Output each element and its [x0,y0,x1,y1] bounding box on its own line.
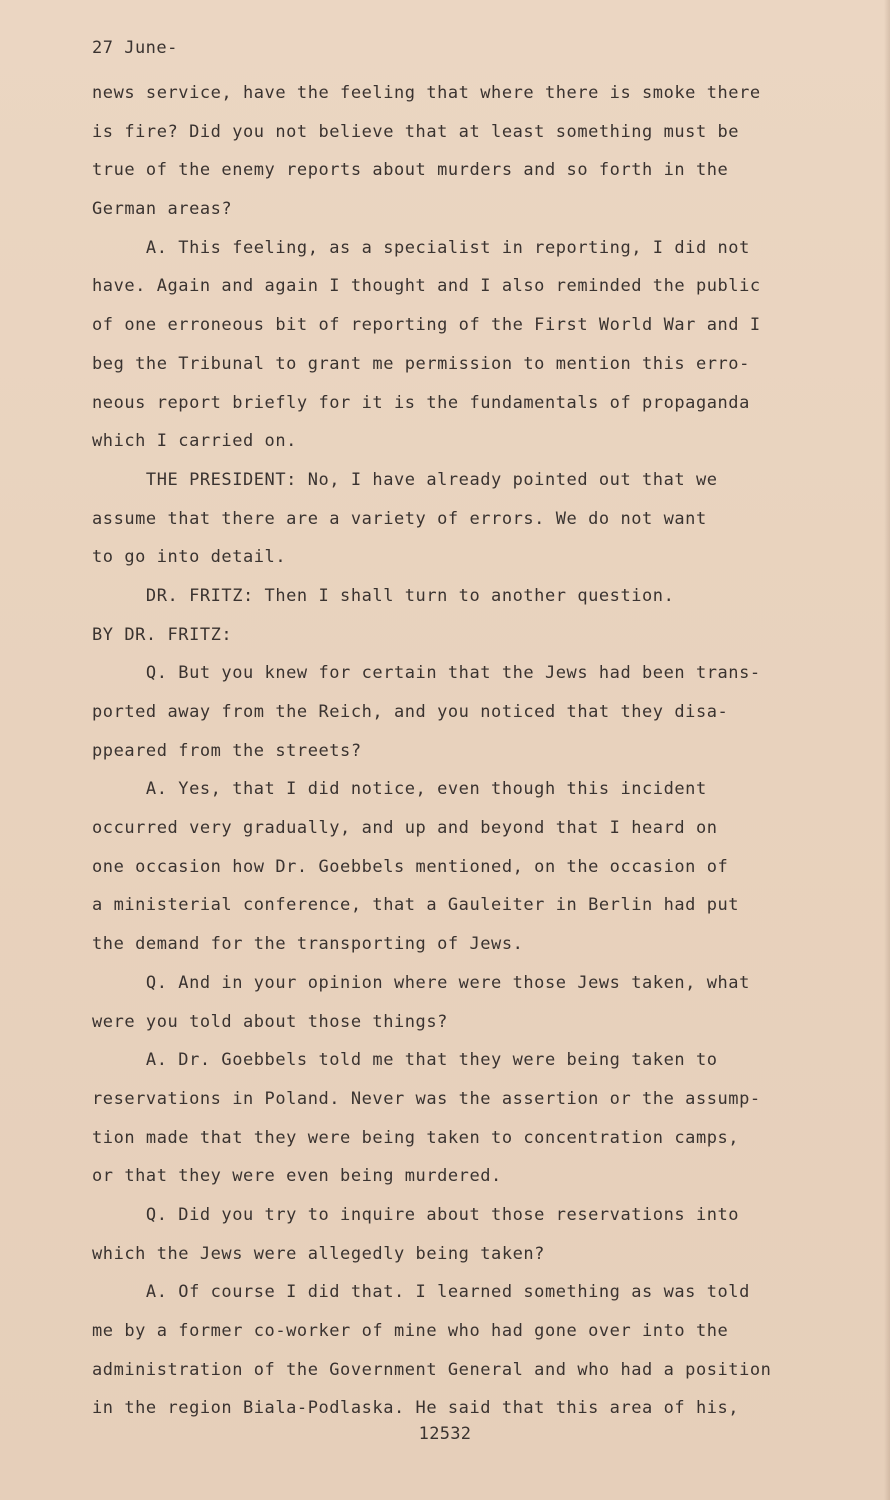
text-line: THE PRESIDENT: No, I have already pointed out that we [92,469,718,490]
text-line: beg the Tribunal to grant me permission to mention this erro- [92,353,750,374]
page-edge-shadow [884,0,890,1500]
text-line: me by a former co-worker of mine who had gone over into the [92,1321,729,1341]
text-line: which the Jews were allegedly being taken? [92,1243,545,1264]
text-line: one occasion how Dr. Goebbels mentioned, on the occasion of [92,856,729,877]
text-line: is fire? Did you not believe that at least something must be [92,121,740,142]
text-line: ppeared from the streets? [92,740,362,761]
text-line: A. This feeling, as a specialist in reporting, I did not [92,237,750,258]
text-line: reservations in Poland. Never was the assertion or the assump- [92,1088,761,1109]
text-line: BY DR. FRITZ: [92,624,233,645]
text-line: or that they were even being murdered. [92,1166,502,1187]
text-line: ported away from the Reich, and you noticed that they disa- [92,702,729,722]
text-line: a ministerial conference, that a Gauleiter in Berlin had put [92,895,740,916]
text-line: neous report briefly for it is the fundamentals of propaganda [92,392,750,413]
text-line: true of the enemy reports about murders and so forth in the [92,160,729,181]
page-date-header: 27 June- [92,38,178,58]
text-line: assume that there are a variety of errors. We do not want [92,508,707,529]
text-line: news service, have the feeling that where there is smoke there [92,83,761,103]
text-line: occurred very gradually, and up and beyond that I heard on [92,818,718,839]
text-line: Q. Did you try to inquire about those reservations into [92,1204,740,1225]
transcript-body [92,74,832,1428]
page-number: 12532 [418,1424,472,1444]
text-line: administration of the Government General and who had a position [92,1359,772,1380]
text-line: which I carried on. [92,431,297,452]
text-line: A. Dr. Goebbels told me that they were being taken to [92,1050,718,1071]
text-line: in the region Biala-Podlaska. He said that this area of his, [92,1398,740,1419]
text-line: German areas? [92,199,233,220]
text-line: Q. And in your opinion where were those Jews taken, what [92,972,750,993]
text-line: the demand for the transporting of Jews. [92,934,524,955]
text-line: DR. FRITZ: Then I shall turn to another question. [92,585,675,606]
text-line: tion made that they were being taken to concentration camps, [92,1127,740,1148]
text-line: of one erroneous bit of reporting of the First World War and I [92,315,761,336]
text-line: to go into detail. [92,547,287,568]
text-line: A. Of course I did that. I learned something as was told [92,1282,750,1303]
text-line: A. Yes, that I did notice, even though this incident [92,779,707,800]
text-line: were you told about those things? [92,1011,448,1032]
text-line: have. Again and again I thought and I also reminded the public [92,276,761,297]
text-line: Q. But you knew for certain that the Jews had been trans- [92,663,761,684]
